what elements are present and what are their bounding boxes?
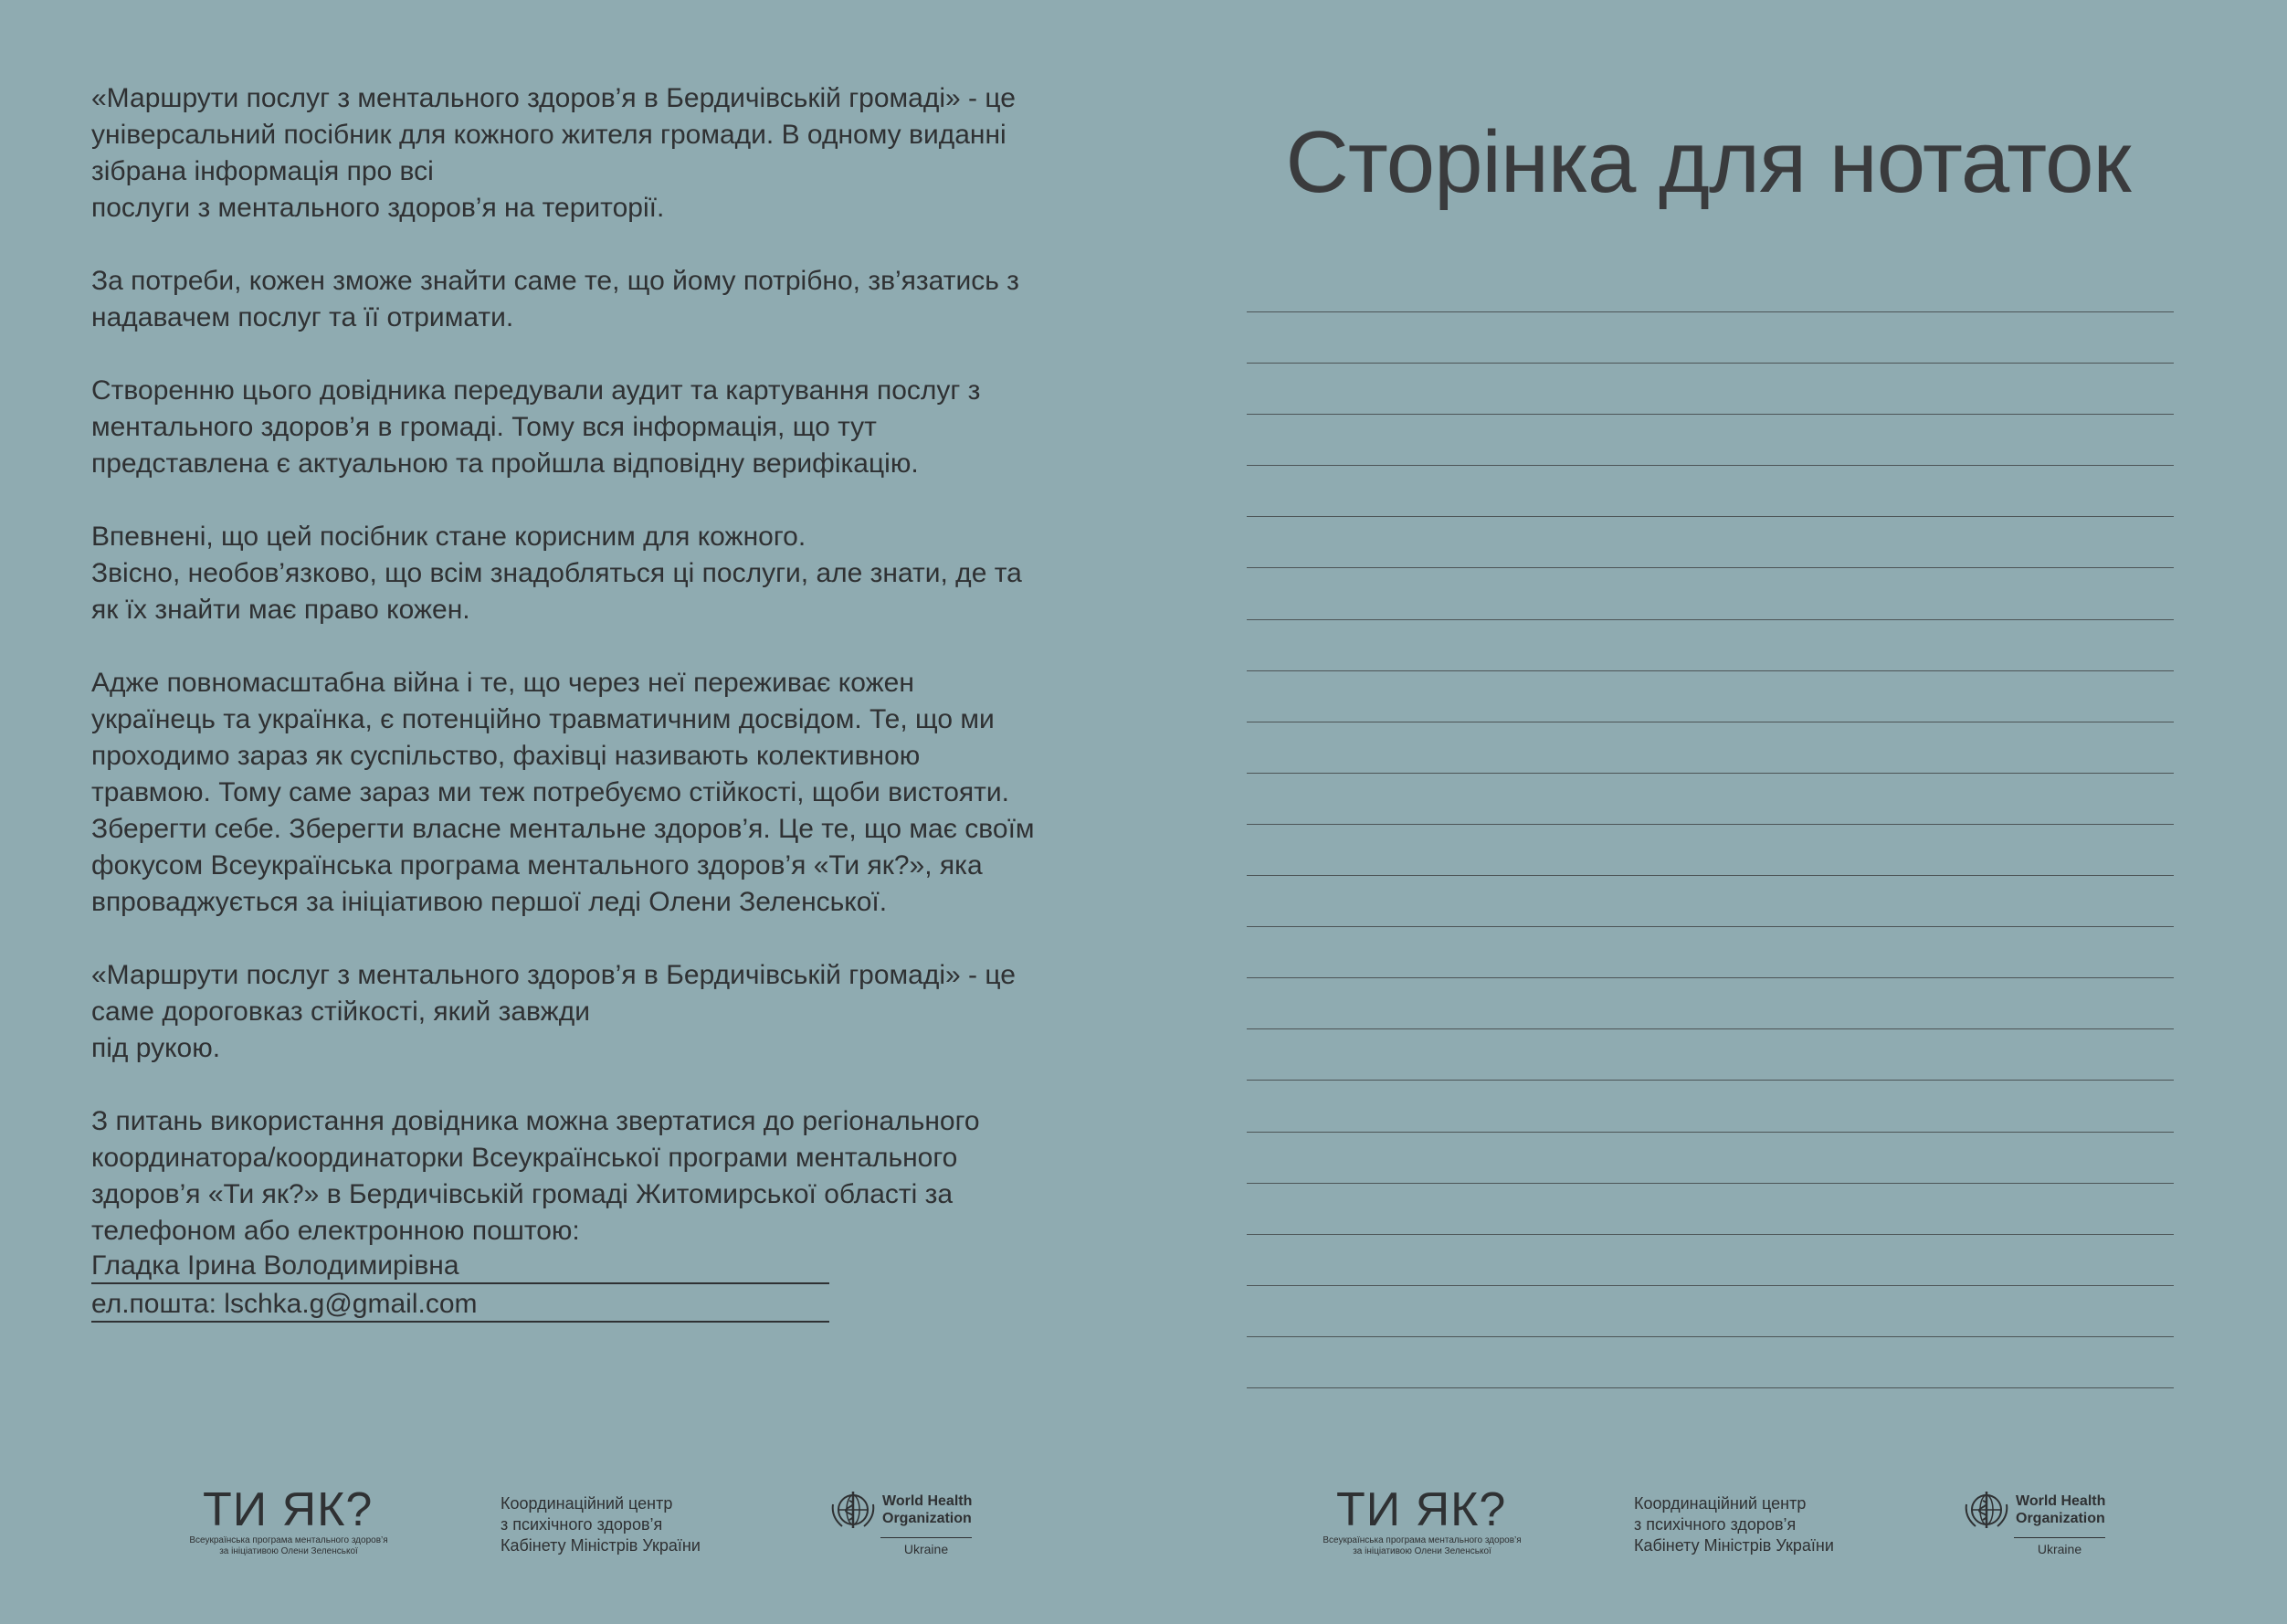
notes-lines [1247, 311, 2174, 1439]
text-line: Organization [2016, 1511, 2105, 1526]
text-line: Координаційний центр [1634, 1494, 1807, 1513]
coordination-center [1634, 1493, 1871, 1556]
note-line [1247, 824, 2174, 825]
text-line: Координаційний центр [501, 1494, 673, 1513]
who-emblem-icon [829, 1488, 877, 1532]
who-emblem-icon [1963, 1488, 2010, 1532]
text-line: як їх знайти має право кожен. [91, 595, 470, 625]
who-country: Ukraine [2014, 1537, 2105, 1556]
note-line [1247, 773, 2174, 774]
text-line: За потреби, кожен зможе знайти саме те, що йому потрібно, зв’язатись з [91, 266, 1019, 296]
text-line: з психічного здоров’я [1634, 1515, 1797, 1534]
text-line: World Health [882, 1493, 973, 1509]
text-line: «Маршрути послуг з ментального здоров’я в Бердичівській громаді» - це [91, 83, 1016, 113]
note-line [1247, 670, 2174, 671]
contact-name: Гладка Ірина Володимирівна [91, 1250, 829, 1284]
intro-paragraph-5 [91, 665, 1050, 921]
ty-yak-caption [179, 1535, 398, 1557]
text-line: З питань використання довідника можна звертатися до регіонального [91, 1106, 980, 1136]
contact-email: ел.пошта: lschka.g@gmail.com [91, 1288, 829, 1323]
text-line: «Маршрути послуг з ментального здоров’я в Бердичівській громаді» - це [91, 960, 1016, 990]
note-line [1247, 414, 2174, 415]
coordination-center [501, 1493, 738, 1556]
text-line: українець та українка, є потенційно травматичним досвідом. Те, що ми [91, 704, 995, 734]
text-line: координатора/координаторки Всеукраїнської програми ментального [91, 1143, 958, 1173]
text-line: World Health [2016, 1493, 2106, 1509]
text-line: проходимо зараз як суспільство, фахівці називають колективною [91, 741, 921, 771]
intro-paragraph-7 [91, 1103, 1050, 1250]
text-line: фокусом Всеукраїнська програма ментального здоров’я «Ти як?», яка [91, 850, 983, 881]
text-line: універсальний посібник для кожного жителя громади. В одному виданні [91, 120, 1006, 150]
note-line [1247, 465, 2174, 466]
who-name [2016, 1492, 2105, 1527]
text-line: з психічного здоров’я [501, 1515, 663, 1534]
text-line: представлена є актуальною та пройшла відповідну верифікацію. [91, 448, 919, 479]
text-line: за ініціативою Олени Зеленської [219, 1546, 358, 1556]
note-line [1247, 311, 2174, 312]
text-line: під рукою. [91, 1033, 221, 1063]
note-line [1247, 926, 2174, 927]
note-line [1247, 516, 2174, 517]
ty-yak-logo [1312, 1484, 1532, 1557]
text-line: Адже повномасштабна війна і те, що через неї переживає кожен [91, 668, 914, 698]
note-line [1247, 1387, 2174, 1388]
text-line: здоров’я «Ти як?» в Бердичівській громаді Житомирської області за [91, 1179, 954, 1209]
text-line: Звісно, необов’язково, що всім знадобляться ці послуги, але знати, де та [91, 558, 1022, 588]
note-line [1247, 875, 2174, 876]
intro-column [91, 80, 1050, 1326]
text-line: травмою. Тому саме зараз ми теж потребуємо стійкості, щоби вистояти. [91, 777, 1009, 807]
note-line [1247, 363, 2174, 364]
text-line: Впевнені, що цей посібник стане корисним для кожного. [91, 522, 806, 552]
who-logo [1963, 1488, 2109, 1556]
text-line: ментального здоров’я в громаді. Тому вся інформація, що тут [91, 412, 877, 442]
intro-paragraph-4 [91, 519, 1050, 628]
notes-title: Сторінка для нотаток [1285, 113, 2131, 211]
text-line: Кабінету Міністрів України [501, 1536, 701, 1555]
ty-yak-logo [179, 1484, 398, 1557]
ty-yak-caption [1312, 1535, 1532, 1557]
intro-paragraph-3 [91, 373, 1050, 482]
who-name [882, 1492, 972, 1527]
intro-paragraph-2 [91, 263, 1050, 336]
text-line: надавачем послуг та її отримати. [91, 302, 514, 332]
note-line [1247, 1080, 2174, 1081]
text-line: впроваджується за ініціативою першої леді Олени Зеленської. [91, 887, 888, 917]
text-line: Organization [882, 1511, 972, 1526]
note-line [1247, 1183, 2174, 1184]
text-line: послуги з ментального здоров’я на території. [91, 193, 665, 223]
note-line [1247, 1285, 2174, 1286]
ty-yak-logo-text: ТИ ЯК? [203, 1483, 374, 1536]
contact-block [91, 1250, 1050, 1323]
note-line [1247, 1028, 2174, 1029]
note-line [1247, 567, 2174, 568]
text-line: Всеукраїнська програма ментального здоров’я [1323, 1535, 1522, 1545]
who-logo [829, 1488, 975, 1556]
note-line [1247, 1336, 2174, 1337]
text-line: Створенню цього довідника передували аудит та картування послуг з [91, 375, 981, 406]
intro-paragraph-6 [91, 957, 1050, 1067]
text-line: Зберегти себе. Зберегти власне ментальне здоров’я. Це те, що має своїм [91, 814, 1035, 844]
text-line: телефоном або електронною поштою: [91, 1216, 580, 1246]
note-line [1247, 977, 2174, 978]
who-country: Ukraine [880, 1537, 972, 1556]
text-line: за ініціативою Олени Зеленської [1353, 1546, 1491, 1556]
text-line: зібрана інформація про всі [91, 156, 434, 186]
text-line: саме дороговказ стійкості, який завжди [91, 997, 590, 1027]
ty-yak-logo-text: ТИ ЯК? [1336, 1483, 1507, 1536]
note-line [1247, 1234, 2174, 1235]
intro-paragraph-1 [91, 80, 1050, 227]
note-line [1247, 619, 2174, 620]
note-line [1247, 1132, 2174, 1133]
text-line: Всеукраїнська програма ментального здоров’я [189, 1535, 388, 1545]
text-line: Кабінету Міністрів України [1634, 1536, 1834, 1555]
